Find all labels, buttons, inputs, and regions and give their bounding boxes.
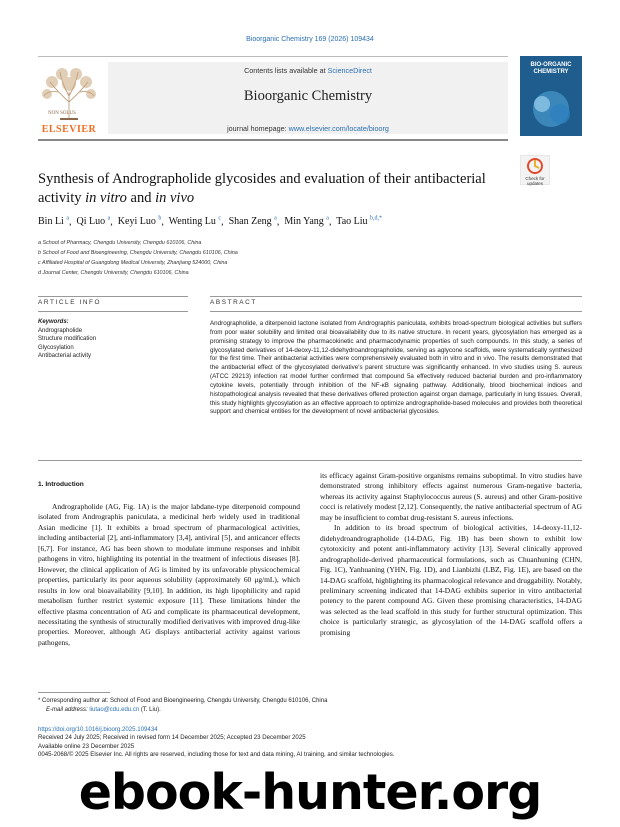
paragraph: its efficacy against Gram-positive organisms remains suboptimal. In vitro studies have demonstrated strong inhibitory effects against numerous Gram-negative bacteria, whereas its activity against Staphylococcus aureus (S. aureus) and other Gram-positive cocci is relatively modest [2,12]. Consequently, the native antibacterial spectrum of AG may be insufficient to combat drug-resistant S. aureus infections. bbox=[320, 471, 582, 522]
homepage-line bbox=[108, 124, 508, 133]
copyright: 0045-2068/© 2025 Elsevier Inc. All rights are reserved, including those for text and data mining, AI training, and similar technologies. bbox=[38, 751, 395, 759]
keyword: Andrographolide bbox=[38, 327, 83, 334]
publisher-wordmark: ELSEVIER bbox=[41, 124, 97, 135]
divider bbox=[210, 296, 582, 297]
keywords-block bbox=[38, 318, 188, 361]
author[interactable]: Wenting Lu $^c$ bbox=[168, 216, 222, 228]
svg-text:NON SOLUS: NON SOLUS bbox=[48, 111, 76, 116]
title-invitro: in vitro bbox=[85, 190, 127, 206]
author[interactable]: Qi Luo $^a$ bbox=[76, 216, 111, 228]
divider bbox=[38, 311, 188, 312]
journal-citation[interactable]: Bioorganic Chemistry 169 (2026) 109434 bbox=[246, 36, 374, 43]
journal-title: Bioorganic Chemistry bbox=[243, 88, 373, 104]
journal-cover bbox=[520, 56, 582, 136]
affiliation: a School of Pharmacy, Chengdu University, Chengdu 610106, China bbox=[38, 240, 202, 246]
title-and: and bbox=[126, 190, 156, 206]
author[interactable]: Shan Zeng $^a$ bbox=[228, 216, 277, 228]
doi-link[interactable]: https://doi.org/10.1016/j.bioorg.2025.109434 bbox=[38, 726, 158, 733]
author[interactable]: Keyi Luo $^b$ bbox=[117, 216, 162, 228]
contents-prefix: Contents lists available at bbox=[244, 66, 328, 75]
watermark: ebook-hunter.org bbox=[78, 764, 542, 821]
article-info-heading: ARTICLE INFO bbox=[38, 299, 102, 306]
received-dates: Received 24 July 2025; Received in revised form 14 December 2025; Accepted 23 December 2025 bbox=[38, 734, 306, 742]
abstract-text: Andrographolide, a diterpenoid lactone isolated from Andrographis paniculata, exhibits broad-spectrum biological activities but suffers from poor water solubility and limited oral bioavailability due to its native structure. In recent years, glycosylation has emerged as a promising strategy to improve the pharmacokinetic and pharmacodynamic properties of such compounds. In this study, a series of glycosylated derivatives of 14-deoxy-11,12-didehydroandrographolide, serving as aglycone scaffolds, were systematically synthesized for the first time. Their antibacterial activities were comprehensively evaluated both in vitro and in vivo. The results demonstrated that the antibacterial effect of the glycosylated derivative's parent structure was significantly enhanced. In vivo studies using S. aureus (ATCC 29213) infection rat model further confirmed that compound 5a effectively reduced bacterial burden and pro-inflammatory cytokine levels, potentially through inhibition of the NF-κB signaling pathway. Additionally, blood biochemical indices and histopathological analysis revealed that these derivatives offered protection against organ damage, particularly in lung tissues. Overall, this study highlights glycosylation as an effective approach to optimize andrographolide-based molecules and provides both theoretical support and chemical entities for the development of novel antibacterial glycosides. bbox=[210, 320, 582, 416]
article-metadata bbox=[38, 726, 582, 760]
footnote: * Corresponding author at: School of Food and Bioengineering, Chengdu University, Chengdu 610106, China E-mail address: liutao@cdu.edu.cn (T. Liu). bbox=[38, 697, 582, 714]
keyword: Antibacterial activity bbox=[38, 353, 92, 360]
affiliation: b School of Food and Bioengineering, Chengdu University, Chengdu 610106, China bbox=[38, 250, 238, 256]
affiliation: d Journal Center, Chengdu University, Chengdu 610106, China bbox=[38, 270, 189, 276]
email-label: E-mail address: bbox=[46, 706, 90, 713]
footnote-divider bbox=[38, 692, 110, 693]
divider bbox=[210, 311, 582, 312]
homepage-prefix: journal homepage: bbox=[227, 124, 289, 133]
author[interactable]: Min Yang $^a$ bbox=[284, 216, 329, 228]
sciencedirect-link[interactable]: ScienceDirect bbox=[327, 66, 372, 75]
keyword: Structure modification bbox=[38, 336, 97, 343]
divider bbox=[38, 296, 188, 297]
keyword: Glycosylation bbox=[38, 344, 74, 351]
divider bbox=[38, 460, 582, 461]
email-link[interactable]: liutao@cdu.edu.cn bbox=[89, 706, 140, 713]
author-list: Bin Li $^a$, Qi Luo $^a$, Keyi Luo $^b$, Wenting Lu $^c$, Shan Zeng $^a$, Min Yang $^a$, Tao Liu $^{b,d,*}$ bbox=[38, 216, 383, 228]
journal-homepage-link[interactable]: www.elsevier.com/locate/bioorg bbox=[288, 124, 389, 133]
intro-right-column bbox=[320, 471, 582, 638]
contents-line bbox=[108, 66, 508, 75]
affiliations bbox=[38, 238, 578, 278]
title-invivo: in vivo bbox=[155, 190, 195, 206]
cover-title: BIO-ORGANIC CHEMISTRY bbox=[530, 62, 572, 75]
cover-artwork bbox=[520, 82, 582, 136]
section-heading: 1. Introduction bbox=[38, 481, 84, 488]
author[interactable]: Bin Li $^a$ bbox=[38, 216, 70, 228]
paragraph: In addition to its broad spectrum of biological activities, 14-deoxy-11,12-didehydroandrographolide (14-DAG, Fig. 1B) has been shown to exhibit low cytotoxicity and potent anti-inflammatory activity [13]. Several clinically approved andrographolide-derived pharmaceutical formulations, such as Chuanhuning (CHN, Fig. 1C), Yanhuaning (YHN, Fig. 1D), and Lianbizhi (LBZ, Fig. 1E), are based on the 14-DAG scaffold, highlighting its pharmacological relevance and druggability. Notably, preliminary screening indicated that 14-DAG exhibits superior in vitro antibacterial potency to the parent compound AG. Given these promising characteristics, 14-DAG was selected as the lead scaffold in this study for further structural optimization. This choice is particularly strategic, as glycosylation of the 14-DAG scaffold offers a promising bbox=[320, 523, 582, 637]
keywords-label: Keywords: bbox=[38, 319, 69, 325]
available-date: Available online 23 December 2025 bbox=[38, 742, 135, 750]
intro-left-column: Andrographolide (AG, Fig. 1A) is the major labdane-type diterpenoid compound isolated from Andrographis paniculata, a medicinal herb widely used in traditional Asian medicine [1]. It exhibits a broad spectrum of pharmacological activities, including antibacterial [2], anti-inflammatory [3,4], antiviral [5], and anticancer effects [6,7]. For instance, AG has been shown to modulate immune responses and inhibit pathogens in vitro, highlighting its potential in the treatment of infectious diseases [8]. However, the clinical application of AG is limited by its unfavorable physicochemical properties, particularly its poor aqueous solubility (approximately 60 μg/mL), which results in low oral bioavailability [9,10]. In addition, its high lipophilicity and rapid metabolism further restrict systemic exposure [11]. These limitations hinder the effective plasma concentration of AG and complicate its pharmaceutical development, necessitating the synthesis of structurally modified derivatives with improved drug-like properties. Moreover, although AG displays antibacterial activity against various pathogens, bbox=[38, 502, 300, 647]
abstract-heading: ABSTRACT bbox=[210, 299, 257, 306]
corresponding-author: * Corresponding author at: School of Food and Bioengineering, Chengdu University, Chengdu 610106, China bbox=[38, 698, 328, 704]
author[interactable]: Tao Liu $^{b,d,*}$ bbox=[336, 216, 383, 228]
article-title bbox=[38, 170, 508, 208]
affiliation: c Affiliated Hospital of Guangdong Medical University, Zhanjiang 524000, China bbox=[38, 260, 228, 266]
check-for-updates-label: Check for updates bbox=[525, 176, 545, 186]
title-main: Synthesis of Andrographolide glycosides and evaluation of their antibacterial activity bbox=[38, 171, 486, 206]
